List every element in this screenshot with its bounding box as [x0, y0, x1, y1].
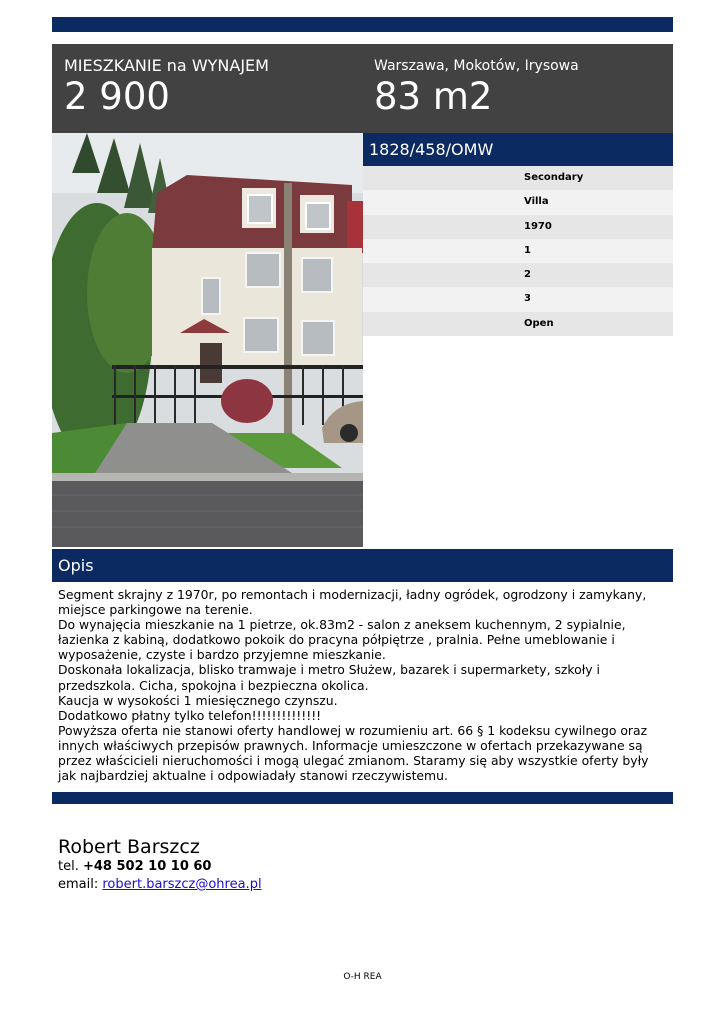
description-line: Kaucja w wysokości 1 miesięcznego czynszu. [58, 692, 338, 708]
disclaimer: Powyższa oferta nie stanowi oferty handlowej w rozumieniu art. 66 § 1 kodeksu cywilnego oraz innych właściwych przepisów prawnych. Informacje umieszczone w ofertach przekazywane są przez właścicieli nieruchomości i mogą ulegać zmianom. Staramy się aby wszystkie oferty były jak najbardziej aktualne i odpowiadały stanowi rzeczywistemu. [58, 722, 649, 784]
top-decorative-bar [52, 17, 673, 32]
agent-name: Robert Barszcz [58, 836, 200, 858]
detail-row: 1 [363, 239, 673, 263]
detail-row: Open [363, 312, 673, 336]
detail-row: 3 [363, 287, 673, 311]
description-line: Doskonała lokalizacja, blisko tramwaje i metro Służew, bazarek i supermarkety, szkoły i przedszkola. Cicha, spokojna i bezpieczna okolica. [58, 662, 600, 693]
header-right [374, 56, 579, 118]
agent-phone[interactable]: +48 502 10 10 60 [82, 859, 212, 874]
listing-header [52, 44, 673, 133]
description-line: Segment skrajny z 1970r, po remontach i modernizacji, ładny ogródek, ogrodzony i zamykany, miejsce parkingowe na terenie. [58, 587, 647, 618]
detail-row: Villa [363, 190, 673, 214]
location: Warszawa, Mokotów, Irysowa [374, 58, 579, 74]
footer-company: O-H REA [343, 972, 382, 982]
bottom-decorative-bar [52, 792, 673, 804]
agent-email-line [58, 876, 262, 894]
agent-contact [58, 836, 262, 894]
phone-label: tel. [58, 859, 79, 874]
agent-phone-line [58, 858, 262, 876]
price: 2 900 [64, 75, 170, 118]
description-text [58, 587, 668, 783]
description-line: Do wynajęcia mieszkanie na 1 pietrze, ok.83m2 - salon z aneksem kuchennym, 2 sypialnie, łazienka z kabiną, dodatkowo pokoik do pracyna półpiętrze , pralnia. Pełne umeblowanie i wyposażenie, czyste i bardzo przyjemne mieszkanie. [58, 617, 626, 663]
description-line: Dodatkowo płatny tylko telefon!!!!!!!!!!!!!! [58, 707, 322, 723]
email-label: email: [58, 877, 99, 892]
detail-row: 1970 [363, 215, 673, 239]
area: 83 m2 [374, 75, 493, 118]
reference-number: 1828/458/OMW [363, 133, 673, 166]
property-photo [52, 133, 363, 547]
details-table [363, 166, 673, 336]
detail-row: Secondary [363, 166, 673, 190]
agent-email-link[interactable]: robert.barszcz@ohrea.pl [102, 877, 262, 892]
offer-type: MIESZKANIE na WYNAJEM [64, 56, 269, 75]
detail-row: 2 [363, 263, 673, 287]
description-heading: Opis [52, 549, 673, 582]
header-left [64, 56, 269, 118]
